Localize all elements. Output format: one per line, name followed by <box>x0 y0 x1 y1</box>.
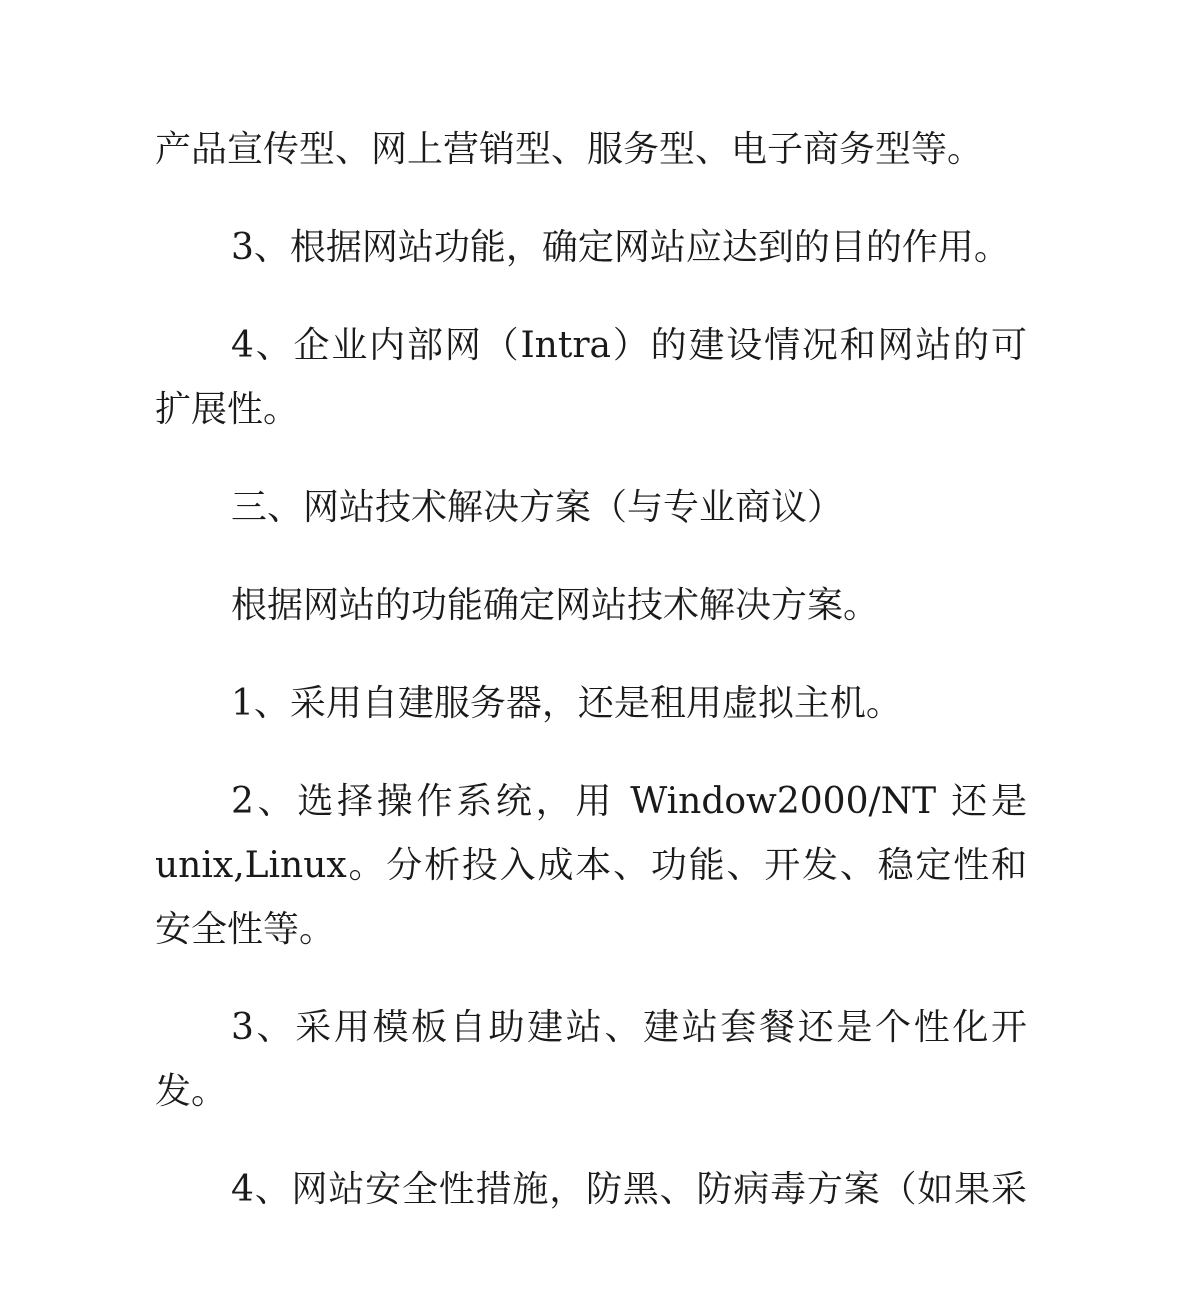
paragraph-item-3-template: 3、采用模板自助建站、建站套餐还是个性化开发。 <box>155 1007 1027 1112</box>
paragraph-item-4-intranet: 4、企业内部网（Intra）的建设情况和网站的可扩展性。 <box>155 325 1027 430</box>
paragraph-website-types: 产品宣传型、网上营销型、服务型、电子商务型等。 <box>155 129 984 170</box>
paragraph-tech-solution-intro: 根据网站的功能确定网站技术解决方案。 <box>231 585 880 626</box>
section-heading-tech-solution: 三、网站技术解决方案（与专业商议） <box>231 487 844 528</box>
paragraph-item-1-server: 1、采用自建服务器，还是租用虚拟主机。 <box>231 683 902 724</box>
document-body <box>155 118 1027 1256</box>
paragraph-item-3-purpose: 3、根据网站功能，确定网站应达到的目的作用。 <box>231 227 1010 268</box>
paragraph-item-4-security: 4、网站安全性措施，防黑、防病毒方案（如果采 <box>231 1169 1027 1210</box>
paragraph-item-2-os: 2、选择操作系统，用 Window2000/NT 还是 unix,Linux。分析投入成本、功能、开发、稳定性和安全性等。 <box>155 781 1027 950</box>
